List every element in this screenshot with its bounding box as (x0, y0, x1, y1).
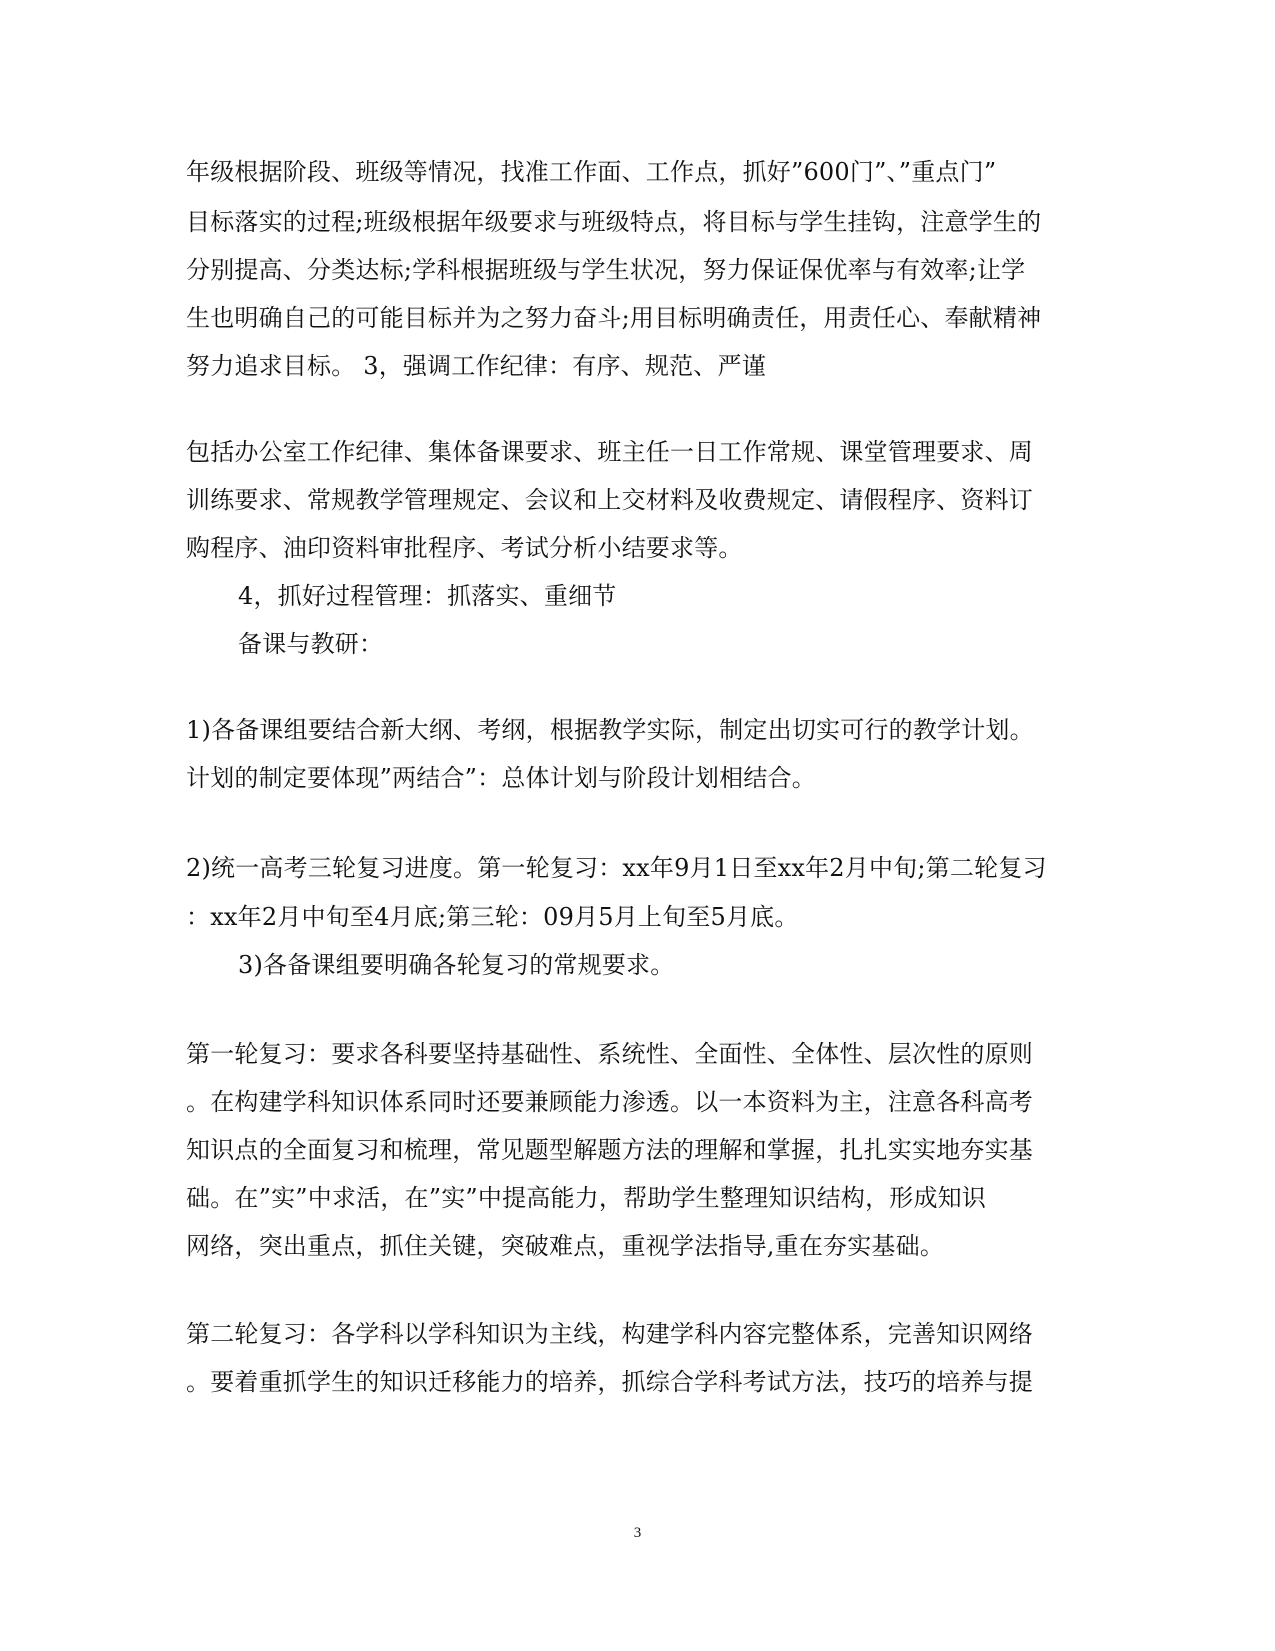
text-line: 努力追求目标。 3，强调工作纪律：有序、规范、严谨 (186, 352, 766, 380)
text-line: 网络，突出重点，抓住关键，突破难点，重视学法指导,重在夯实基础。 (186, 1232, 945, 1260)
text-line: 计划的制定要体现”两结合”：总体计划与阶段计划相结合。 (186, 764, 816, 792)
text-line: 第一轮复习：要求各科要坚持基础性、系统性、全面性、全体性、层次性的原则 (186, 1040, 1033, 1068)
text-line: 生也明确自己的可能目标并为之努力奋斗;用目标明确责任，用责任心、奉献精神 (186, 304, 1042, 332)
section-heading: 4，抓好过程管理：抓落实、重细节 (238, 582, 617, 610)
text-line: ：xx年2月中旬至4月底;第三轮：09月5月上旬至5月底。 (186, 903, 799, 931)
list-item: 2)统一高考三轮复习进度。第一轮复习：xx年9月1日至xx年2月中旬;第二轮复习 (186, 854, 1047, 882)
subsection-heading: 备课与教研： (238, 630, 384, 658)
list-item: 1)各备课组要结合新大纲、考纲，根据教学实际，制定出切实可行的教学计划。 (186, 716, 1034, 744)
text-line: 购程序、油印资料审批程序、考试分析小结要求等。 (186, 534, 743, 562)
text-line: 础。在”实”中求活，在”实”中提高能力，帮助学生整理知识结构，形成知识 (186, 1184, 987, 1212)
list-item: 3)各备课组要明确各轮复习的常规要求。 (238, 951, 675, 979)
text-line: 。在构建学科知识体系同时还要兼顾能力渗透。以一本资料为主，注意各科高考 (186, 1088, 1033, 1116)
text-line: 第二轮复习：各学科以学科知识为主线，构建学科内容完整体系，完善知识网络 (186, 1320, 1033, 1348)
page-number: 3 (633, 1525, 642, 1541)
text-line: 分别提高、分类达标;学科根据班级与学生状况，努力保证保优率与有效率;让学 (186, 256, 1026, 284)
text-line: 知识点的全面复习和梳理，常见题型解题方法的理解和掌握，扎扎实实地夯实基 (186, 1136, 1033, 1164)
text-line: 目标落实的过程;班级根据年级要求与班级特点，将目标与学生挂钩，注意学生的 (186, 208, 1042, 236)
text-line: 年级根据阶段、班级等情况，找准工作面、工作点，抓好”600门”、”重点门” (186, 158, 997, 186)
text-line: 。要着重抓学生的知识迁移能力的培养，抓综合学科考试方法，技巧的培养与提 (186, 1368, 1033, 1396)
text-line: 包括办公室工作纪律、集体备课要求、班主任一日工作常规、课堂管理要求、周 (186, 438, 1033, 466)
text-line: 训练要求、常规教学管理规定、会议和上交材料及收费规定、请假程序、资料订 (186, 486, 1033, 514)
